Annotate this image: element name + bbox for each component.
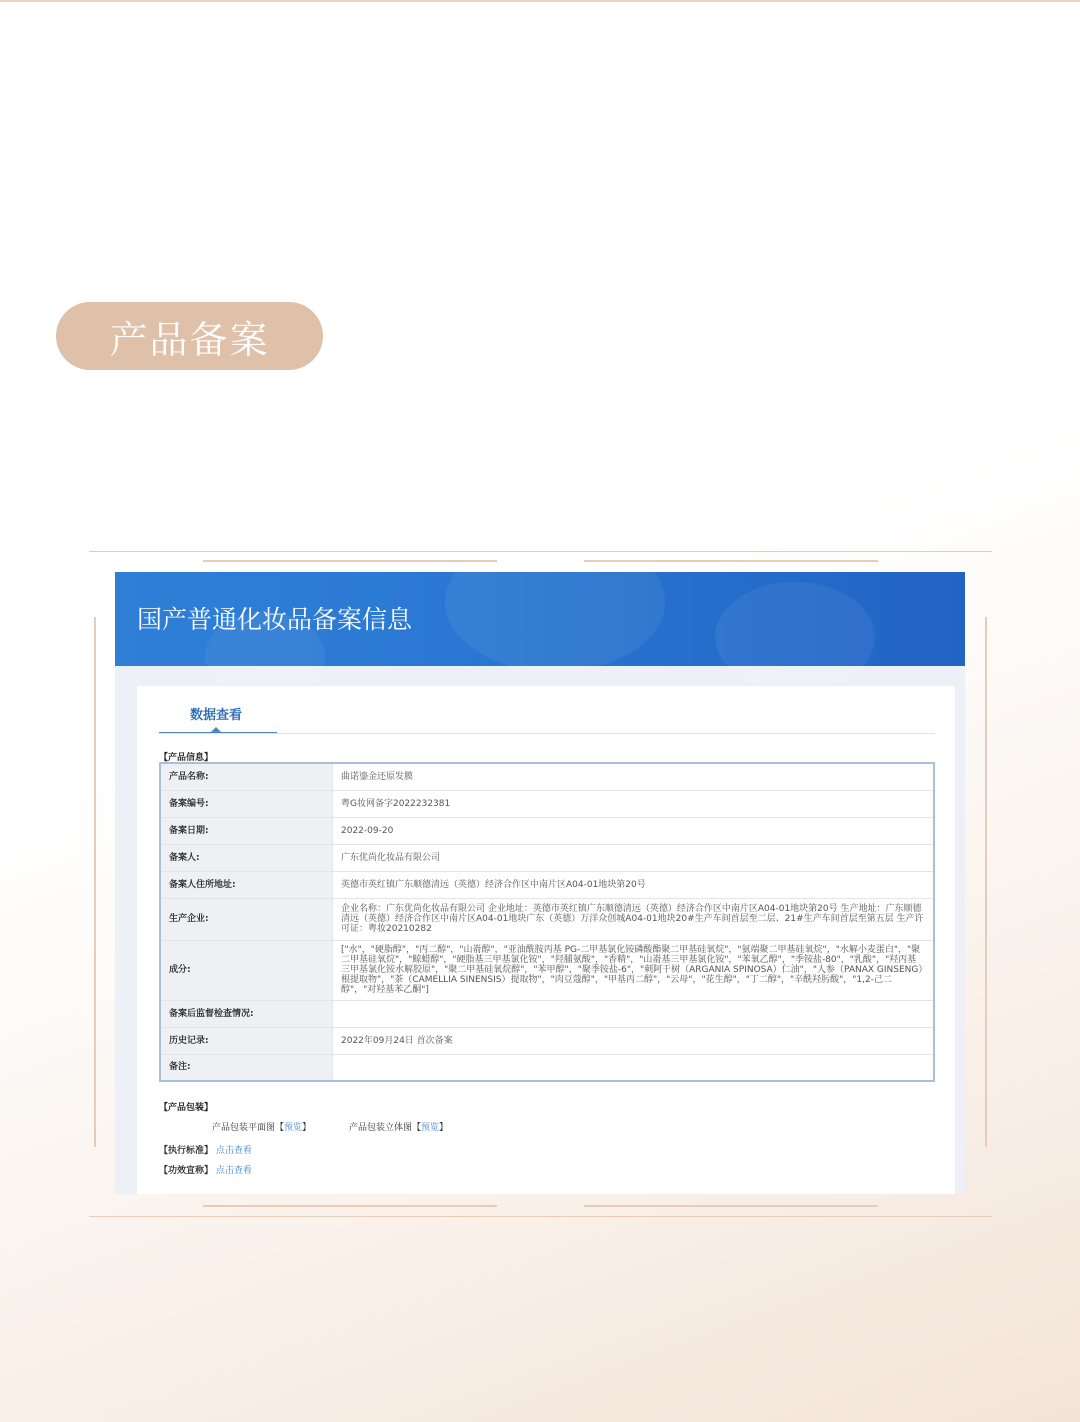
standard-row	[159, 1143, 252, 1156]
row-value	[333, 1054, 935, 1081]
product-info-table	[159, 762, 935, 1082]
tab-caret-icon	[211, 727, 221, 732]
table-row	[160, 844, 934, 871]
registration-screenshot	[115, 572, 965, 1194]
package-flat-item	[212, 1120, 311, 1133]
row-key: 备注:	[160, 1054, 333, 1081]
table-row	[160, 817, 934, 844]
row-value	[333, 1000, 935, 1027]
row-key: 备案后监督检查情况:	[160, 1000, 333, 1027]
row-value: 2022-09-20	[333, 817, 935, 844]
preview-flat-link[interactable]: 预览	[284, 1123, 303, 1133]
table-row	[160, 790, 934, 817]
row-key: 历史记录:	[160, 1027, 333, 1054]
standard-view-link[interactable]: 点击查看	[215, 1146, 252, 1156]
row-key: 备案编号:	[160, 790, 333, 817]
row-value: 企业名称：广东优尚化妆品有限公司 企业地址：英德市英红镇广东顺德清远（英德）经济合作区中南片区A04-01地块第20号 生产地址：广东顺德清远（英德）经济合作区中南片区A04-01地块广东（英德）万洋众创城A04-01地块20#生产车间首层至二层、21#生产车间首层至第五层 生产许可证：粤妆20210282	[333, 898, 935, 940]
table-row	[160, 940, 934, 1000]
frame-accent-top-right	[584, 560, 878, 562]
table-row	[160, 1000, 934, 1027]
efficacy-view-link[interactable]: 点击查看	[215, 1166, 252, 1176]
row-value: 曲诺鎏金还原发膜	[333, 763, 935, 790]
bracket-open: 【	[275, 1123, 285, 1133]
row-value: ["水"，"硬脂醇"，"丙二醇"，"山嵛醇"，"亚油酰胺丙基 PG-二甲基氯化铵磷酸酯聚二甲基硅氧烷"，"氨端聚二甲基硅氧烷"，"水解小麦蛋白"，"聚二甲基硅氧烷"，"鲸蜡醇"，"硬脂基三甲基氯化铵"，"羟脯氨酸"，"香精"，"山嵛基三甲基氯化铵"，"苯氧乙醇"，"季铵盐-80"，"乳酸"，"羟丙基三甲基氯化铵水解胶原"，"聚二甲基硅氧烷醇"，"苯甲醇"，"聚季铵盐-6"，"刺阿干树（ARGANIA SPINOSA）仁油"，"人参（PANAX GINSENG）根提取物"，"茶（CAMELLIA SINENSIS）提取物"，"肉豆蔻醇"，"甲基丙二醇"，"云母"，"花生醇"，"丁二醇"，"辛酰羟肟酸"，"1,2-己二醇"，"对羟基苯乙酮"]	[333, 940, 935, 1000]
page-banner	[115, 572, 965, 666]
content-card	[137, 686, 955, 1194]
preview-3d-link[interactable]: 预览	[421, 1123, 440, 1133]
package-3d-item	[349, 1120, 448, 1133]
table-row	[160, 898, 934, 940]
row-key: 产品名称:	[160, 763, 333, 790]
row-key: 生产企业:	[160, 898, 333, 940]
section-heading-pill	[56, 302, 323, 370]
efficacy-row	[159, 1163, 252, 1176]
frame-line-bottom	[89, 1216, 992, 1217]
table-row	[160, 1027, 934, 1054]
row-key: 备案人:	[160, 844, 333, 871]
row-value: 英德市英红镇广东顺德清远（英德）经济合作区中南片区A04-01地块第20号	[333, 871, 935, 898]
efficacy-label: 【功效宣称】	[159, 1166, 214, 1176]
frame-accent-bottom-right	[584, 1205, 878, 1207]
page-title: 国产普通化妆品备案信息	[137, 605, 413, 634]
banner-decoration	[445, 572, 665, 672]
tab-divider	[159, 733, 935, 734]
row-value: 粤G妆网备字2022232381	[333, 790, 935, 817]
frame-line-top	[89, 551, 992, 552]
row-key: 备案日期:	[160, 817, 333, 844]
tab-data-view[interactable]: 数据查看	[190, 708, 243, 723]
frame-line-left	[94, 617, 96, 1147]
table-row	[160, 1054, 934, 1081]
table-row	[160, 763, 934, 790]
row-key: 成分:	[160, 940, 333, 1000]
packaging-label: 【产品包装】	[159, 1103, 214, 1113]
banner-decoration	[715, 582, 875, 692]
bracket-close: 】	[439, 1123, 449, 1133]
section-heading: 产品备案	[109, 317, 270, 362]
row-key: 备案人住所地址:	[160, 871, 333, 898]
frame-line-right	[985, 617, 987, 1147]
standard-label: 【执行标准】	[159, 1146, 214, 1156]
frame-accent-bottom-left	[203, 1205, 497, 1207]
table-row	[160, 871, 934, 898]
row-value: 2022年09月24日 首次备案	[333, 1027, 935, 1054]
top-border	[0, 0, 1080, 2]
package-flat-label: 产品包装平面图	[212, 1123, 276, 1133]
product-info-label: 【产品信息】	[159, 753, 214, 763]
bracket-open: 【	[412, 1123, 422, 1133]
package-3d-label: 产品包装立体图	[349, 1123, 413, 1133]
frame-accent-top-left	[203, 560, 497, 562]
row-value: 广东优尚化妆品有限公司	[333, 844, 935, 871]
bracket-close: 】	[302, 1123, 312, 1133]
